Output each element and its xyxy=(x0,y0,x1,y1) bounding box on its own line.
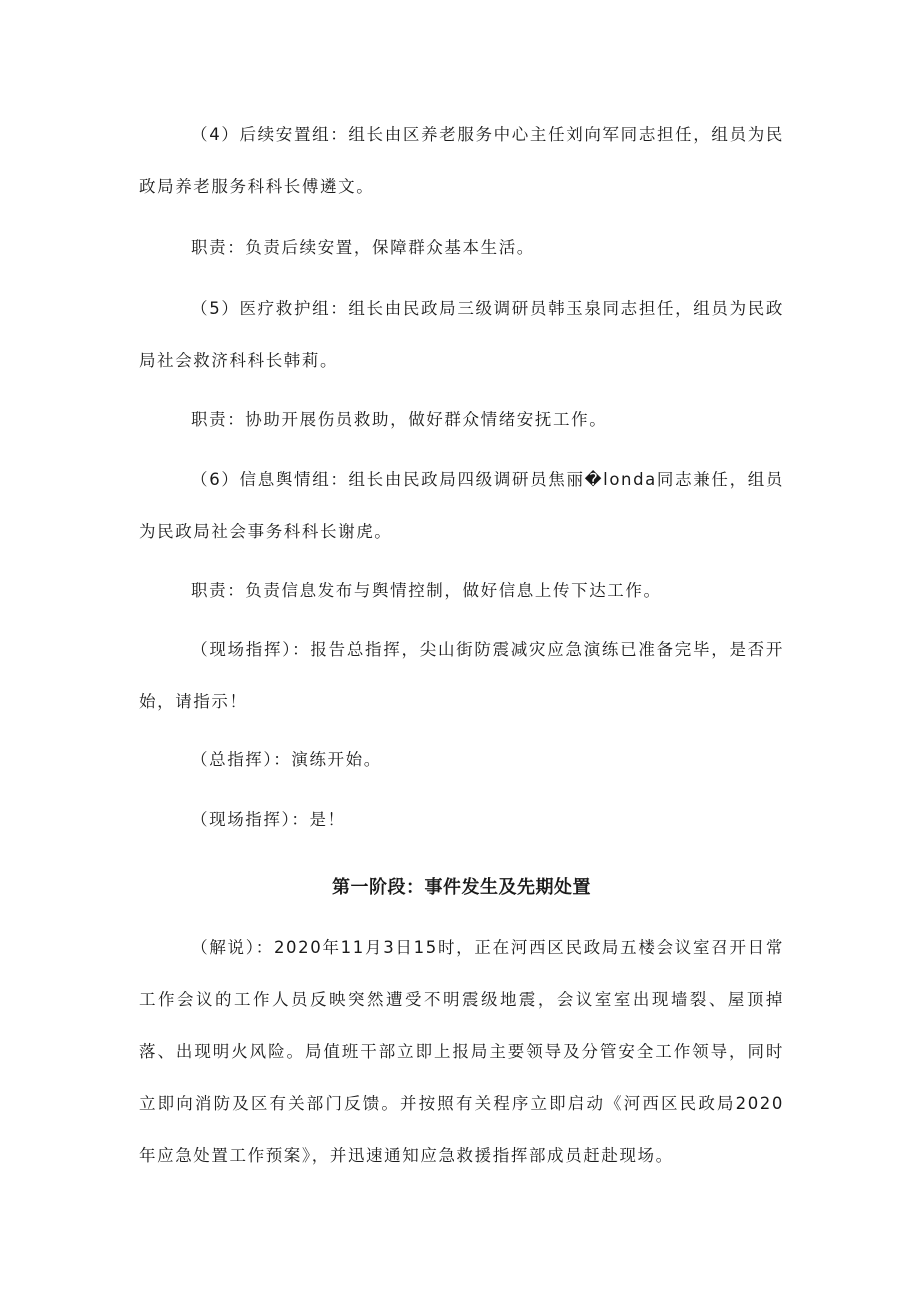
paragraph-group6-duty xyxy=(139,565,784,617)
group4-text: （4）后续安置组：组长由区养老服务中心主任刘向军同志担任，组员为民政局养老服务科科长傅遴文。 xyxy=(139,125,784,196)
site-ack-text: （现场指挥）：是！ xyxy=(191,810,346,829)
group5-duty-text: 职责：协助开展伤员救助，做好群众情绪安抚工作。 xyxy=(191,410,608,429)
section-heading: 第一阶段：事件发生及先期处置 xyxy=(332,877,591,898)
paragraph-site-report xyxy=(139,624,784,728)
paragraph-group5 xyxy=(139,283,784,387)
group6-text: （6）信息舆情组：组长由民政局四级调研员焦丽�londa同志兼任，组员为民政局社会事务科科长谢虎。 xyxy=(139,470,784,541)
narration-text: （解说）：2020年11月3日15时，正在河西区民政局五楼会议室召开日常工作会议的工作人员反映突然遭受不明震级地震，会议室室出现墙裂、屋顶掉落、出现明火风险。局值班干部立即上报局主要领导及分管安全工作领导，同时立即向消防及区有关部门反馈。并按照有关程序立即启动《河西区民政局2020年应急处置工作预案》，并迅速通知应急救援指挥部成员赶赴现场。 xyxy=(139,938,784,1165)
paragraph-group5-duty xyxy=(139,394,784,446)
group4-duty-text: 职责：负责后续安置，保障群众基本生活。 xyxy=(191,238,535,257)
paragraph-narration xyxy=(139,922,784,1182)
site-report-text: （现场指挥）：报告总指挥，尖山街防震减灾应急演练已准备完毕，是否开始，请指示！ xyxy=(139,640,784,711)
chief-start-text: （总指挥）：演练开始。 xyxy=(191,750,382,769)
paragraph-group6 xyxy=(139,454,784,558)
group6-duty-text: 职责：负责信息发布与舆情控制，做好信息上传下达工作。 xyxy=(191,581,662,600)
paragraph-site-ack xyxy=(139,794,784,846)
group5-text: （5）医疗救护组：组长由民政局三级调研员韩玉泉同志担任，组员为民政局社会救济科科长韩莉。 xyxy=(139,299,784,370)
paragraph-group4 xyxy=(139,109,784,213)
paragraph-chief-start xyxy=(139,734,784,786)
paragraph-group4-duty xyxy=(139,222,784,274)
